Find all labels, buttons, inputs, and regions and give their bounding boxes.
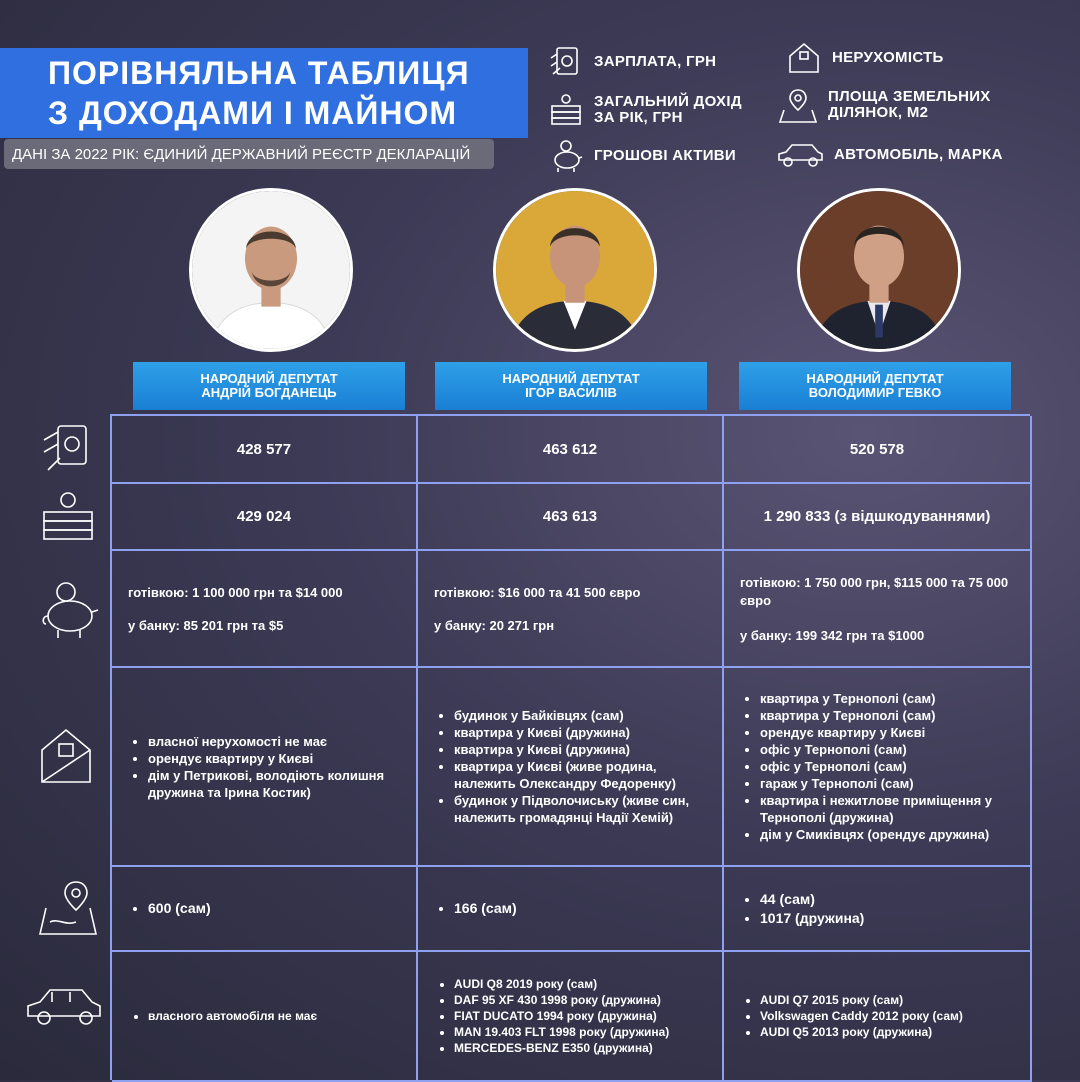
deputy-name: АНДРІЙ БОГДАНЕЦЬ	[201, 385, 337, 400]
list-item: • AUDI Q8 2019 року (сам)	[454, 976, 706, 992]
car-icon	[24, 984, 104, 1032]
role-label: НАРОДНИЙ ДЕПУТАТ	[806, 371, 944, 386]
list-item: • квартира у Києві (дружина)	[454, 724, 706, 741]
list-item: • DAF 95 XF 430 1998 року (дружина)	[454, 992, 706, 1008]
car-cell	[724, 952, 1032, 1082]
money-cell	[112, 551, 418, 668]
list-item: • MAN 19.403 FLT 1998 року (дружина)	[454, 1024, 706, 1040]
list-item: • 166 (сам)	[454, 900, 706, 917]
list-item: • власної нерухомості не має	[148, 733, 400, 750]
land-cell	[112, 867, 418, 952]
list-item: • квартира у Тернополі (сам)	[760, 707, 1014, 724]
land-cell	[418, 867, 724, 952]
legend-land-line-2: ДІЛЯНОК, М2	[828, 104, 929, 121]
list-item: • будинок у Підволочиську (живе син, належить громадянці Надії Хемій)	[454, 792, 706, 826]
money-bank: у банку: 199 342 грн та $1000	[740, 628, 925, 643]
list-item: • офіс у Тернополі (сам)	[760, 758, 1014, 775]
list-item: • орендує квартиру у Києві	[148, 750, 400, 767]
title-line-1: ПОРІВНЯЛЬНА ТАБЛИЦЯ	[48, 55, 470, 91]
money-bank: у банку: 20 271 грн	[434, 617, 555, 633]
money-bank: у банку: 85 201 грн та $5	[128, 617, 284, 633]
list-item: • MERCEDES-BENZ E350 (дружина)	[454, 1040, 706, 1056]
coins-stack-icon	[548, 92, 584, 128]
property-cell	[418, 668, 724, 867]
house-icon	[786, 40, 822, 76]
list-item: • квартира і нежитлове приміщення у Тернополі (дружина)	[760, 792, 1014, 826]
coins-stack-icon	[36, 490, 100, 546]
map-pin-icon	[36, 878, 100, 938]
legend-money-label: ГРОШОВІ АКТИВИ	[594, 147, 737, 164]
map-pin-icon	[778, 86, 818, 124]
money-cell	[724, 551, 1032, 668]
house-icon	[36, 724, 96, 788]
comparison-table	[110, 414, 1030, 1080]
land-cell	[724, 867, 1032, 952]
list-item: • офіс у Тернополі (сам)	[760, 741, 1014, 758]
legend-income-line-2: ЗА РІК, ГРН	[594, 109, 683, 126]
list-item: • 44 (сам)	[760, 890, 1014, 909]
list-item: • квартира у Києві (дружина)	[454, 741, 706, 758]
list-item: • будинок у Байківцях (сам)	[454, 707, 706, 724]
money-cash: готівкою: 1 750 000 грн, $115 000 та 75 000 євро	[740, 575, 1009, 608]
salary-cell: 520 578	[724, 416, 1032, 484]
title-banner	[0, 48, 528, 138]
deputy-name: ІГОР ВАСИЛІВ	[525, 385, 617, 400]
salary-cell: 428 577	[112, 416, 418, 484]
car-cell	[418, 952, 724, 1082]
income-cell: 463 613	[418, 484, 724, 551]
property-cell	[724, 668, 1032, 867]
money-hand-icon	[548, 44, 584, 80]
avatar-hevko	[797, 188, 961, 352]
car-cell	[112, 952, 418, 1082]
role-label: НАРОДНИЙ ДЕПУТАТ	[200, 371, 338, 386]
role-label: НАРОДНИЙ ДЕПУТАТ	[502, 371, 640, 386]
legend-property-label: НЕРУХОМІСТЬ	[832, 49, 944, 66]
piggy-bank-icon	[548, 138, 584, 174]
list-item: • дім у Петрикові, володіють колишня дружина та Ірина Костик)	[148, 767, 400, 801]
income-cell: 1 290 833 (з відшкодуваннями)	[724, 484, 1032, 551]
legend-income-line-1: ЗАГАЛЬНИЙ ДОХІД	[594, 93, 742, 110]
legend-land-line-1: ПЛОЩА ЗЕМЕЛЬНИХ	[828, 88, 991, 105]
list-item: • AUDI Q5 2013 року (дружина)	[760, 1024, 1014, 1040]
name-box-bohdanets	[133, 362, 405, 410]
avatar-bohdanets	[189, 188, 353, 352]
legend-car	[776, 140, 1003, 170]
list-item: • квартира у Тернополі (сам)	[760, 690, 1014, 707]
list-item: • квартира у Києві (живе родина, належить Олександру Федоренку)	[454, 758, 706, 792]
list-item: • AUDI Q7 2015 року (сам)	[760, 992, 1014, 1008]
legend-income	[548, 92, 742, 128]
name-box-vasyliv	[435, 362, 707, 410]
legend-property	[786, 40, 944, 76]
list-item: • 1017 (дружина)	[760, 909, 1014, 928]
legend-car-label: АВТОМОБІЛЬ, МАРКА	[834, 146, 1003, 163]
money-cash: готівкою: 1 100 000 грн та $14 000	[128, 584, 343, 600]
list-item: • 600 (сам)	[148, 900, 400, 917]
subtitle: ДАНІ ЗА 2022 РІК: ЄДИНИЙ ДЕРЖАВНИЙ РЕЄСТР ДЕКЛАРАЦІЙ	[4, 139, 494, 169]
salary-cell: 463 612	[418, 416, 724, 484]
money-hand-icon	[36, 420, 100, 476]
income-cell: 429 024	[112, 484, 418, 551]
name-box-hevko	[739, 362, 1011, 410]
list-item: • гараж у Тернополі (сам)	[760, 775, 1014, 792]
legend-land	[778, 86, 991, 124]
list-item: • Volkswagen Caddy 2012 року (сам)	[760, 1008, 1014, 1024]
avatar-vasyliv	[493, 188, 657, 352]
list-item: • FIAT DUCATO 1994 року (дружина)	[454, 1008, 706, 1024]
piggy-bank-icon	[36, 578, 100, 642]
deputy-name: ВОЛОДИМИР ГЕВКО	[808, 385, 942, 400]
property-cell	[112, 668, 418, 867]
list-item: • власного автомобіля не має	[148, 1008, 400, 1024]
legend-salary	[548, 44, 716, 80]
legend-salary-label: ЗАРПЛАТА, ГРН	[594, 53, 717, 70]
list-item: • орендує квартиру у Києві	[760, 724, 1014, 741]
money-cash: готівкою: $16 000 та 41 500 євро	[434, 584, 641, 600]
title-line-2: З ДОХОДАМИ І МАЙНОМ	[48, 95, 458, 131]
list-item: • дім у Смиківцях (орендує дружина)	[760, 826, 1014, 843]
money-cell	[418, 551, 724, 668]
car-icon	[776, 140, 824, 170]
legend-money	[548, 138, 736, 174]
